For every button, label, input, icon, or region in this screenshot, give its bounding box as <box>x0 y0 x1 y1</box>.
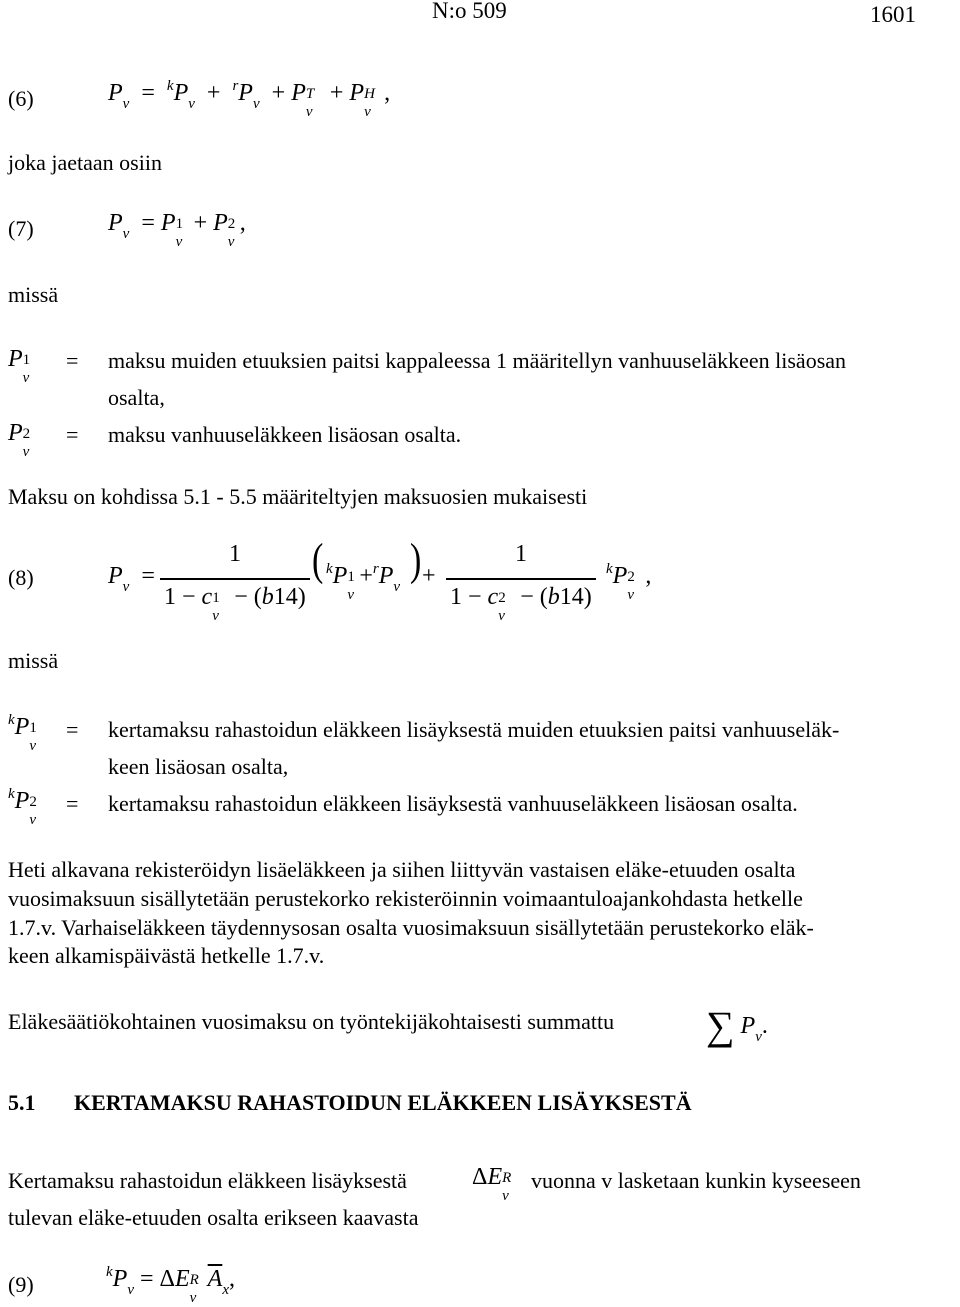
text-maksu: Maksu on kohdissa 5.1 - 5.5 määriteltyjen maksuosien mukaisesti <box>8 484 588 509</box>
def4-line1: kertamaksu rahastoidun eläkkeen lisäyksestä vanhuuseläkkeen lisäosan osalta. <box>108 791 798 816</box>
text-missa-1: missä <box>8 282 59 307</box>
def3-line1: kertamaksu rahastoidun eläkkeen lisäyksestä muiden etuuksien paitsi vanhuuseläk- <box>108 717 840 742</box>
paragraph-heti-line1: Heti alkavana rekisteröidyn lisäeläkkeen ja siihen liittyvän vastaisen eläke-etuuden osalta <box>8 857 796 882</box>
sum-pv: ∑ $P_v$. <box>706 1003 768 1048</box>
section-number: 5.1 <box>8 1090 36 1115</box>
text-kertamaksu-part2: vuonna v lasketaan kunkin kyseeseen <box>531 1168 861 1193</box>
paragraph-heti-line4: keen alkamispäivästä hetkelle 1.7.v. <box>8 943 325 968</box>
page-number: 1601 <box>870 2 916 27</box>
def2-equals: = <box>66 422 79 447</box>
equation-7-label: (7) <box>8 216 34 241</box>
equation-9: $^kP_v = \Delta E$ R v $\overline{A}_x$, <box>106 1264 235 1306</box>
def1-line2: osalta, <box>108 385 165 410</box>
equation-6-label: (6) <box>8 86 34 111</box>
symbol-pv1: P 1 v <box>8 346 31 386</box>
def1-line1: maksu muiden etuuksien paitsi kappaleessa 1 määritellyn vanhuuseläkkeen lisäosan <box>108 348 847 373</box>
section-title: KERTAMAKSU RAHASTOIDUN ELÄKKEEN LISÄYKSESTÄ <box>74 1090 692 1115</box>
text-kertamaksu-line2: tulevan eläke-etuuden osalta erikseen kaavasta <box>8 1205 419 1230</box>
equation-8-label: (8) <box>8 565 34 590</box>
delta-ev-r: ΔE R v <box>472 1164 512 1204</box>
def3-equals: = <box>66 717 79 742</box>
def3-line2: keen lisäosan osalta, <box>108 754 289 779</box>
equation-6: $P_v = ^kP_v + ^rP_v + P$ T v + P H v , <box>108 78 391 120</box>
def1-equals: = <box>66 348 79 373</box>
text-joka: joka jaetaan osiin <box>8 150 162 175</box>
text-missa-2: missä <box>8 648 59 673</box>
text-kertamaksu-part1: Kertamaksu rahastoidun eläkkeen lisäyksestä <box>8 1168 407 1193</box>
def4-equals: = <box>66 791 79 816</box>
paragraph-heti-line2: vuosimaksuun sisällytetään perustekorko rekisteröinnin voimaantuloajankohdasta hetkelle <box>8 886 803 911</box>
text-elakesaatio: Eläkesäätiökohtainen vuosimaksu on työntekijäkohtaisesti summattu <box>8 1009 615 1034</box>
symbol-kpv1: $^k$P 1 v <box>8 712 37 754</box>
symbol-kpv2: $^k$P 2 v <box>8 786 37 828</box>
equation-9-label: (9) <box>8 1272 34 1297</box>
equation-7: $P_v = P$ 1 v + P 2 v , <box>108 210 246 250</box>
symbol-pv2: P 2 v <box>8 420 31 460</box>
issue-number: N:o 509 <box>432 0 507 23</box>
def2-line1: maksu vanhuuseläkkeen lisäosan osalta. <box>108 422 462 447</box>
paragraph-heti-line3: 1.7.v. Varhaiseläkkeen täydennysosan osalta vuosimaksuun sisällytetään perustekorko eläk- <box>8 915 814 940</box>
